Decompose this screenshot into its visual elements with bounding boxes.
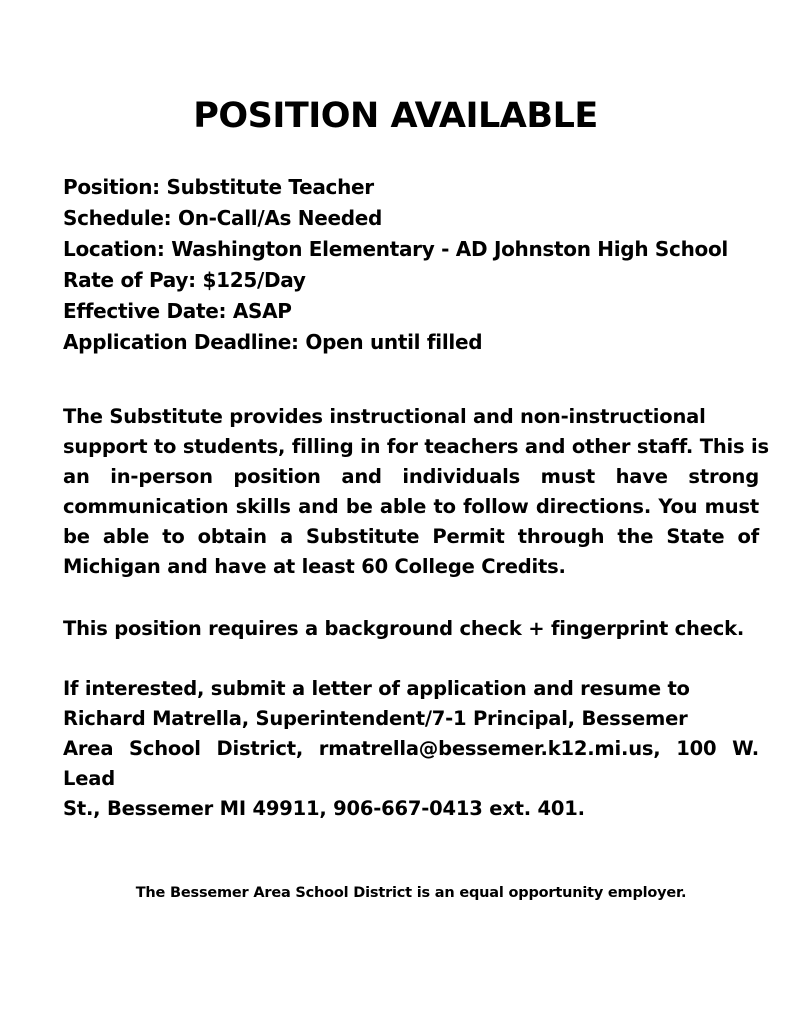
description-line: Michigan and have at least 60 College Credits.	[63, 555, 566, 578]
position-details-list	[63, 172, 763, 358]
position-field: Position: Substitute Teacher	[63, 175, 374, 199]
description-line: be able to obtain a Substitute Permit through the State of	[63, 525, 759, 548]
rate-of-pay-field: Rate of Pay: $125/Day	[63, 268, 306, 292]
application-line: Richard Matrella, Superintendent/7-1 Principal, Bessemer	[63, 707, 688, 730]
application-deadline-field: Application Deadline: Open until filled	[63, 330, 483, 354]
position-description	[63, 402, 769, 582]
application-instructions	[63, 674, 759, 824]
description-line: communication skills and be able to follow directions. You must	[63, 495, 759, 518]
description-line: The Substitute provides instructional and non-instructional	[63, 405, 706, 428]
page-title: POSITION AVAILABLE	[193, 96, 598, 136]
location-field: Location: Washington Elementary - AD Johnston High School	[63, 237, 728, 261]
description-line: support to students, filling in for teachers and other staff. This is	[63, 435, 769, 458]
equal-opportunity-statement: The Bessemer Area School District is an equal opportunity employer.	[135, 885, 687, 901]
description-line: an in-person position and individuals must have strong	[63, 465, 759, 488]
application-line: Area School District, rmatrella@bessemer.k12.mi.us, 100 W. Lead	[63, 737, 759, 790]
background-check-requirement: This position requires a background check + fingerprint check.	[63, 617, 745, 640]
effective-date-field: Effective Date: ASAP	[63, 299, 292, 323]
application-line: St., Bessemer MI 49911, 906-667-0413 ext. 401.	[63, 797, 585, 820]
schedule-field: Schedule: On-Call/As Needed	[63, 206, 383, 230]
application-line: If interested, submit a letter of application and resume to	[63, 677, 690, 700]
